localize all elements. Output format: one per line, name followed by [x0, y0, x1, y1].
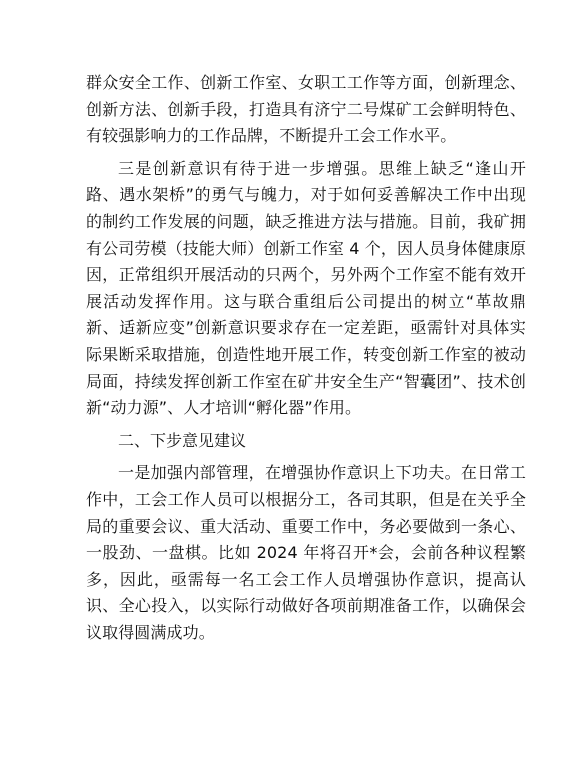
paragraph-continuation: 群众安全工作、创新工作室、女职工工作等方面，创新理念、创新方法、创新手段，打造具有济宁二号煤矿工会鲜明特色、有较强影响力的工作品牌，不断提升工会工作水平。: [86, 73, 526, 146]
paragraph-internal-management: 一是加强内部管理，在增强协作意识上下功夫。在日常工作中，工会工作人员可以根据分工，各司其职，但是在关乎全局的重要会议、重大活动、重要工作中，务必要做到一条心、一股劲、一盘棋。比如 2024 年将召开*会，会前各种议程繁多，因此，亟需每一名工会工作人员增强协作意识，提高认识、全心投入，以实际行动做好各项前期准备工作，以确保会议取得圆满成功。: [86, 463, 526, 642]
section-heading: 二、下步意见建议: [118, 430, 247, 450]
document-page: [86, 70, 526, 646]
paragraph-innovation-awareness: 三是创新意识有待于进一步增强。思维上缺乏“逢山开路、遇水架桥”的勇气与魄力，对于如何妥善解决工作中出现的制约工作发展的问题，缺乏推进方法与措施。目前，我矿拥有公司劳模（技能大师）创新工作室 4 个，因人员身体健康原因，正常组织开展活动的只两个，另外两个工作室不能有效开展活动发挥作用。这与联合重组后公司提出的树立“革故鼎新、适新应变”创新意识要求存在一定差距，亟需针对具体实际果断采取措施，创造性地开展工作，转变创新工作室的被动局面，持续发挥创新工作室在矿井安全生产“智囊团”、技术创新“动力源”、人才培训“孵化器”作用。: [86, 158, 526, 418]
